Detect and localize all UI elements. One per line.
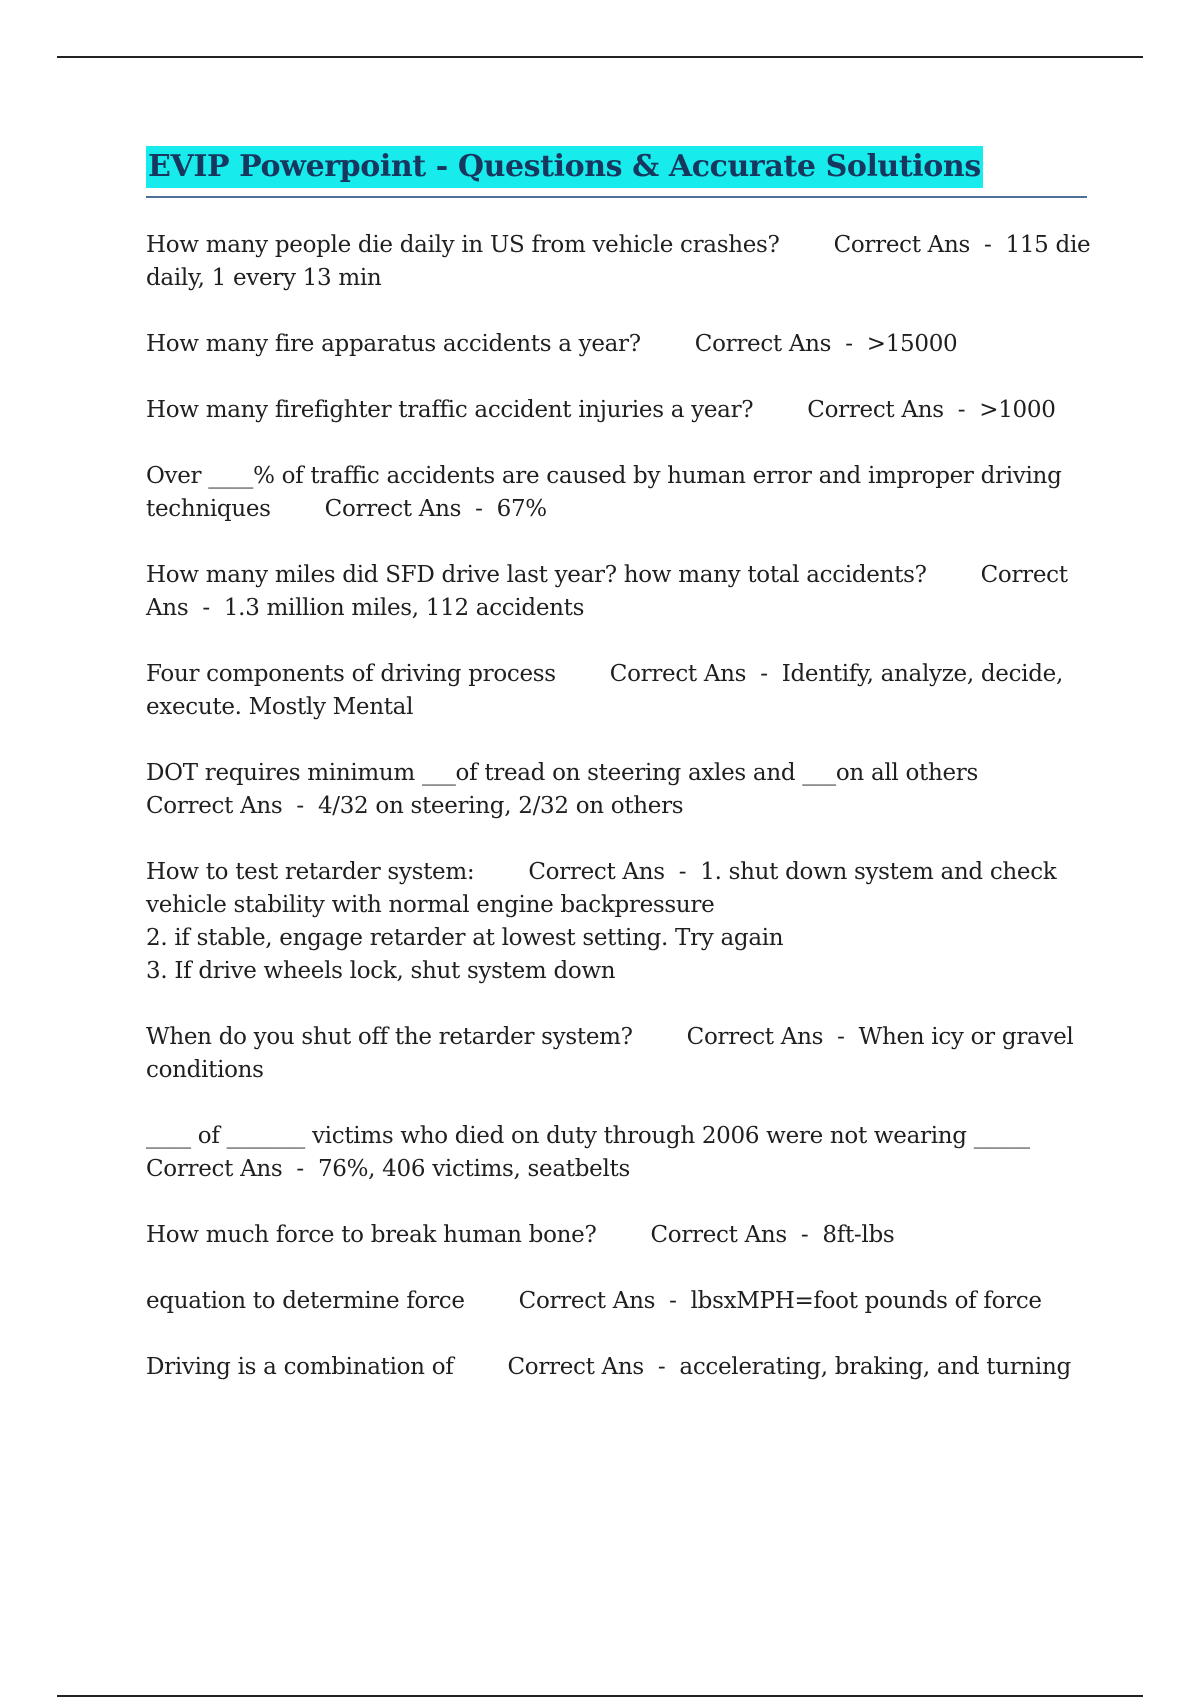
header-rule: [57, 56, 1143, 58]
answer-prefix: Correct Ans -: [518, 1288, 691, 1314]
qa-list: [146, 229, 1096, 1417]
qa-item: [146, 1120, 1096, 1186]
question-text: How many fire apparatus accidents a year?: [146, 331, 641, 357]
answer-text: lbsxMPH=foot pounds of force: [690, 1288, 1042, 1314]
answer-prefix: Correct Ans -: [686, 1024, 859, 1050]
answer-prefix: Correct Ans -: [833, 232, 1006, 258]
question-text: DOT requires minimum ___of tread on steering axles and ___on all others: [146, 760, 978, 786]
answer-prefix: Correct Ans -: [528, 859, 701, 885]
qa-item: [146, 394, 1096, 427]
answer-text: 1.3 million miles, 112 accidents: [223, 595, 585, 621]
answer-text: 67%: [496, 496, 547, 522]
qa-item: [146, 1021, 1096, 1087]
answer-prefix: Correct Ans -: [146, 1156, 318, 1182]
qa-item: [146, 229, 1096, 295]
question-text: ____ of _______ victims who died on duty through 2006 were not wearing _____: [146, 1123, 1030, 1149]
qa-item: [146, 658, 1096, 724]
qa-item: [146, 460, 1096, 526]
qa-item: [146, 1219, 1096, 1252]
answer-prefix: Correct Ans -: [609, 661, 782, 687]
qa-item: [146, 1351, 1096, 1384]
answer-prefix: Correct Ans -: [650, 1222, 823, 1248]
question-text: How much force to break human bone?: [146, 1222, 597, 1248]
qa-item: [146, 328, 1096, 361]
question-text: Over ____% of traffic accidents are caused by human error and improper driving techniques: [146, 463, 1069, 522]
question-text: When do you shut off the retarder system?: [146, 1024, 633, 1050]
answer-prefix: Correct Ans -: [694, 331, 867, 357]
question-text: Driving is a combination of: [146, 1354, 454, 1380]
qa-item: [146, 559, 1096, 625]
title-underline: [146, 196, 1087, 198]
answer-prefix: Correct Ans -: [146, 793, 318, 819]
question-text: Four components of driving process: [146, 661, 556, 687]
answer-text: 4/32 on steering, 2/32 on others: [317, 793, 684, 819]
qa-item: [146, 856, 1096, 988]
answer-prefix: Correct Ans -: [507, 1354, 680, 1380]
qa-item: [146, 757, 1096, 823]
answer-text: 76%, 406 victims, seatbelts: [317, 1156, 630, 1182]
answer-prefix: Correct Ans -: [807, 397, 980, 423]
answer-text: 1. shut down system and check vehicle stability with normal engine backpressure 2. if stable, engage retarder at lowest setting. Try again 3. If drive wheels lock, shut system down: [146, 859, 1057, 984]
answer-text: Identify, analyze, decide, execute. Mostly Mental: [146, 661, 1070, 720]
answer-prefix: Correct Ans -: [324, 496, 497, 522]
question-text: How many people die daily in US from vehicle crashes?: [146, 232, 780, 258]
answer-text: >1000: [979, 397, 1056, 423]
qa-item: [146, 1285, 1096, 1318]
document-title: EVIP Powerpoint - Questions & Accurate Solutions: [146, 146, 983, 188]
answer-text: When icy or gravel conditions: [146, 1024, 1081, 1083]
answer-text: 8ft-lbs: [822, 1222, 895, 1248]
question-text: How many firefighter traffic accident injuries a year?: [146, 397, 754, 423]
answer-text: accelerating, braking, and turning: [679, 1354, 1071, 1380]
question-text: How many miles did SFD drive last year? how many total accidents?: [146, 562, 927, 588]
answer-prefix: Correct Ans -: [146, 562, 1075, 621]
footer-rule: [57, 1695, 1143, 1697]
question-text: equation to determine force: [146, 1288, 465, 1314]
title-block: [146, 146, 1087, 198]
answer-text: >15000: [866, 331, 958, 357]
answer-text: 115 die daily, 1 every 13 min: [146, 232, 1098, 291]
question-text: How to test retarder system:: [146, 859, 475, 885]
